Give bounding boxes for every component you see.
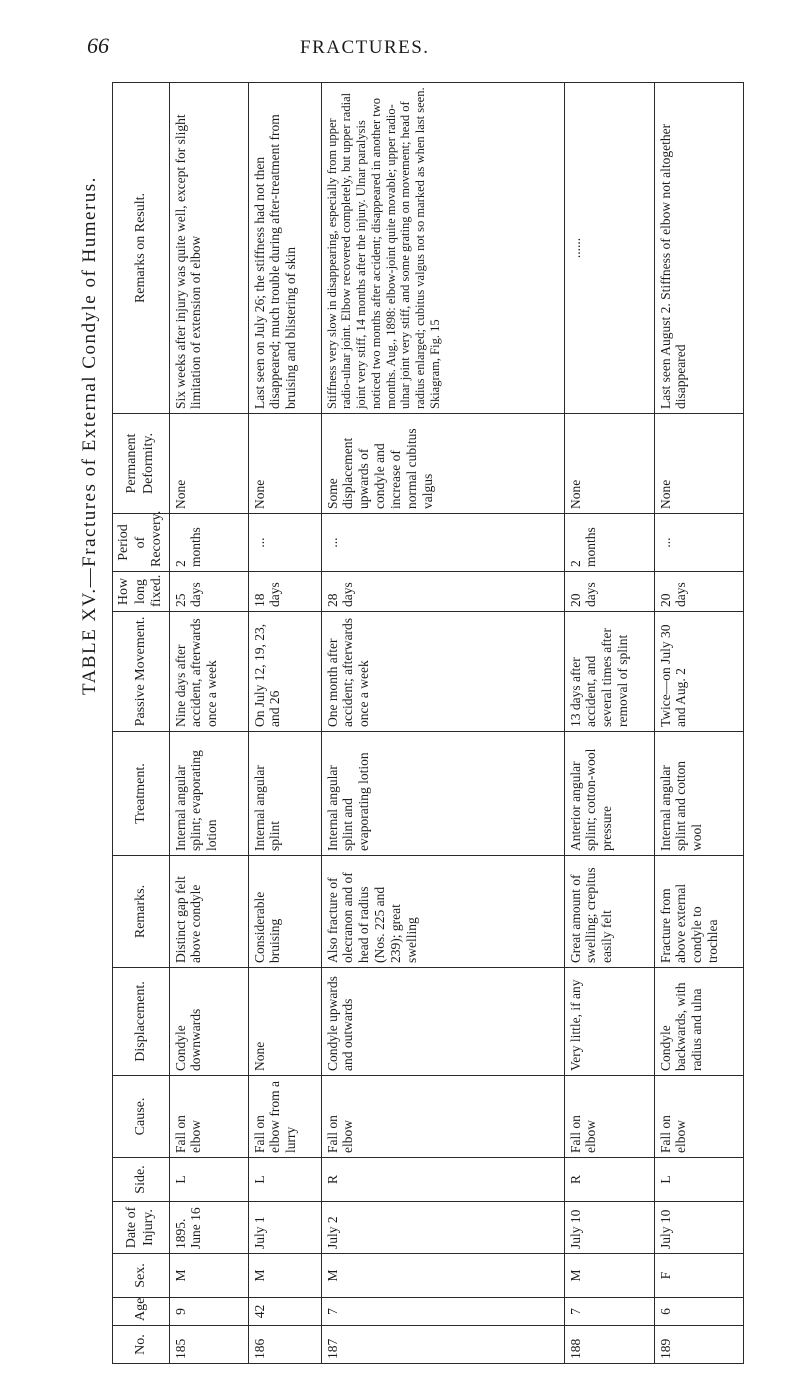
fractures-table-frame xyxy=(112,82,754,1364)
header-date: Date of Injury. xyxy=(113,1202,170,1254)
fractures-table xyxy=(112,82,744,1364)
cell-sex: F xyxy=(654,1254,743,1298)
header-permanent: Permanent Deformity. xyxy=(113,414,170,514)
cell-date: 1895. June 16 xyxy=(169,1202,248,1254)
cell-treatment: Internal angular splint and cotton wool xyxy=(654,732,743,856)
cell-period: 2 months xyxy=(564,514,654,572)
table-row xyxy=(169,83,248,1364)
cell-cause: Fall on elbow xyxy=(564,1076,654,1158)
cell-date: July 10 xyxy=(564,1202,654,1254)
cell-no: 187 xyxy=(321,1326,564,1364)
cell-result: Last seen August 2. Stiffness of elbow not altogether disappeared xyxy=(654,83,743,414)
header-no: No. xyxy=(113,1326,170,1364)
cell-side: R xyxy=(321,1158,564,1202)
cell-result: Six weeks after injury was quite well, except for slight limitation of extension of elbow xyxy=(169,83,248,414)
cell-no: 186 xyxy=(248,1326,321,1364)
header-age: Age xyxy=(113,1298,170,1326)
cell-how-long: 20 days xyxy=(564,572,654,612)
cell-how-long: 18 days xyxy=(248,572,321,612)
cell-permanent: None xyxy=(248,414,321,514)
running-head: FRACTURES. xyxy=(300,37,430,58)
cell-remarks: Distinct gap felt above condyle xyxy=(169,856,248,968)
cell-date: July 1 xyxy=(248,1202,321,1254)
cell-no: 189 xyxy=(654,1326,743,1364)
header-cause: Cause. xyxy=(113,1076,170,1158)
header-remarks: Remarks. xyxy=(113,856,170,968)
cell-remarks: Great amount of swelling; crepitus easily felt xyxy=(564,856,654,968)
cell-period: ... xyxy=(248,514,321,572)
cell-date: July 2 xyxy=(321,1202,564,1254)
header-displacement: Displacement. xyxy=(113,968,170,1076)
header-result: Remarks on Result. xyxy=(113,83,170,414)
cell-no: 188 xyxy=(564,1326,654,1364)
cell-remarks: Fracture from above external condyle to trochlea xyxy=(654,856,743,968)
cell-no: 185 xyxy=(169,1326,248,1364)
table-row xyxy=(564,83,654,1364)
cell-passive: 13 days after accident, and several times after removal of splint xyxy=(564,612,654,732)
table-row xyxy=(654,83,743,1364)
cell-permanent: None xyxy=(169,414,248,514)
cell-permanent: None xyxy=(654,414,743,514)
cell-result: Last seen on July 26; the stiffness had not then disappeared; much trouble during after-treatment from bruising and blistering of skin xyxy=(248,83,321,414)
cell-age: 7 xyxy=(321,1298,564,1326)
cell-period: ... xyxy=(321,514,564,572)
cell-age: 6 xyxy=(654,1298,743,1326)
cell-displacement: Condyle backwards, with radius and ulna xyxy=(654,968,743,1076)
cell-remarks: Considerable bruising xyxy=(248,856,321,968)
header-passive: Passive Movement. xyxy=(113,612,170,732)
header-row xyxy=(113,83,170,1364)
cell-passive: On July 12, 19, 23, and 26 xyxy=(248,612,321,732)
cell-treatment: Anterior angular splint; cotton-wool pressure xyxy=(564,732,654,856)
cell-cause: Fall on elbow xyxy=(321,1076,564,1158)
cell-treatment: Internal angular splint xyxy=(248,732,321,856)
cell-cause: Fall on elbow from a lurry xyxy=(248,1076,321,1158)
header-how-long: How long fixed. xyxy=(113,572,170,612)
cell-sex: M xyxy=(564,1254,654,1298)
cell-period: ... xyxy=(654,514,743,572)
page-number: 66 xyxy=(87,33,109,58)
cell-how-long: 25 days xyxy=(169,572,248,612)
cell-passive: One month after accident; afterwards once a week xyxy=(321,612,564,732)
cell-sex: M xyxy=(169,1254,248,1298)
cell-cause: Fall on elbow xyxy=(654,1076,743,1158)
cell-treatment: Internal angular splint; evaporating lotion xyxy=(169,732,248,856)
cell-cause: Fall on elbow xyxy=(169,1076,248,1158)
cell-displacement: Condyle downwards xyxy=(169,968,248,1076)
cell-date: July 10 xyxy=(654,1202,743,1254)
header-sex: Sex. xyxy=(113,1254,170,1298)
cell-permanent: Some displacement upwards of condyle and increase of normal cubitus valgus xyxy=(321,414,564,514)
cell-treatment: Internal angular splint and evaporating lotion xyxy=(321,732,564,856)
header-period: Period of Recovery. xyxy=(113,514,170,572)
cell-result: ...... xyxy=(564,83,654,414)
cell-result: Stiffness very slow in disappearing, especially from upper radio-ulnar joint. Elbow recovered completely, but upper radial joint very stiff, 14 months after the injury. Ulnar paralysis noticed two months after accident; disappeared in another two months. Aug., 1898: elbow-joint quite movable; upper radio-ulnar joint very stiff, and some grating on movement; head of radius enlarged; cubitus valgus not so marked as when last seen. Skiagram, Fig. 15 xyxy=(321,83,564,414)
table-caption: TABLE XV.—Fractures of External Condyle of Humerus. xyxy=(79,176,100,695)
header-side: Side. xyxy=(113,1158,170,1202)
cell-how-long: 28 days xyxy=(321,572,564,612)
cell-how-long: 20 days xyxy=(654,572,743,612)
cell-sex: M xyxy=(321,1254,564,1298)
cell-side: L xyxy=(248,1158,321,1202)
header-treatment: Treatment. xyxy=(113,732,170,856)
cell-displacement: Condyle upwards and outwards xyxy=(321,968,564,1076)
cell-displacement: None xyxy=(248,968,321,1076)
cell-remarks: Also fracture of olecranon and of head of radius (Nos. 225 and 239); great swelling xyxy=(321,856,564,968)
cell-permanent: None xyxy=(564,414,654,514)
cell-sex: M xyxy=(248,1254,321,1298)
cell-age: 7 xyxy=(564,1298,654,1326)
cell-passive: Twice—on July 30 and Aug. 2 xyxy=(654,612,743,732)
cell-age: 9 xyxy=(169,1298,248,1326)
table-row xyxy=(321,83,564,1364)
cell-passive: Nine days after accident, afterwards once a week xyxy=(169,612,248,732)
cell-side: R xyxy=(564,1158,654,1202)
cell-side: L xyxy=(654,1158,743,1202)
cell-age: 42 xyxy=(248,1298,321,1326)
table-row xyxy=(248,83,321,1364)
cell-displacement: Very little, if any xyxy=(564,968,654,1076)
cell-side: L xyxy=(169,1158,248,1202)
cell-period: 2 months xyxy=(169,514,248,572)
